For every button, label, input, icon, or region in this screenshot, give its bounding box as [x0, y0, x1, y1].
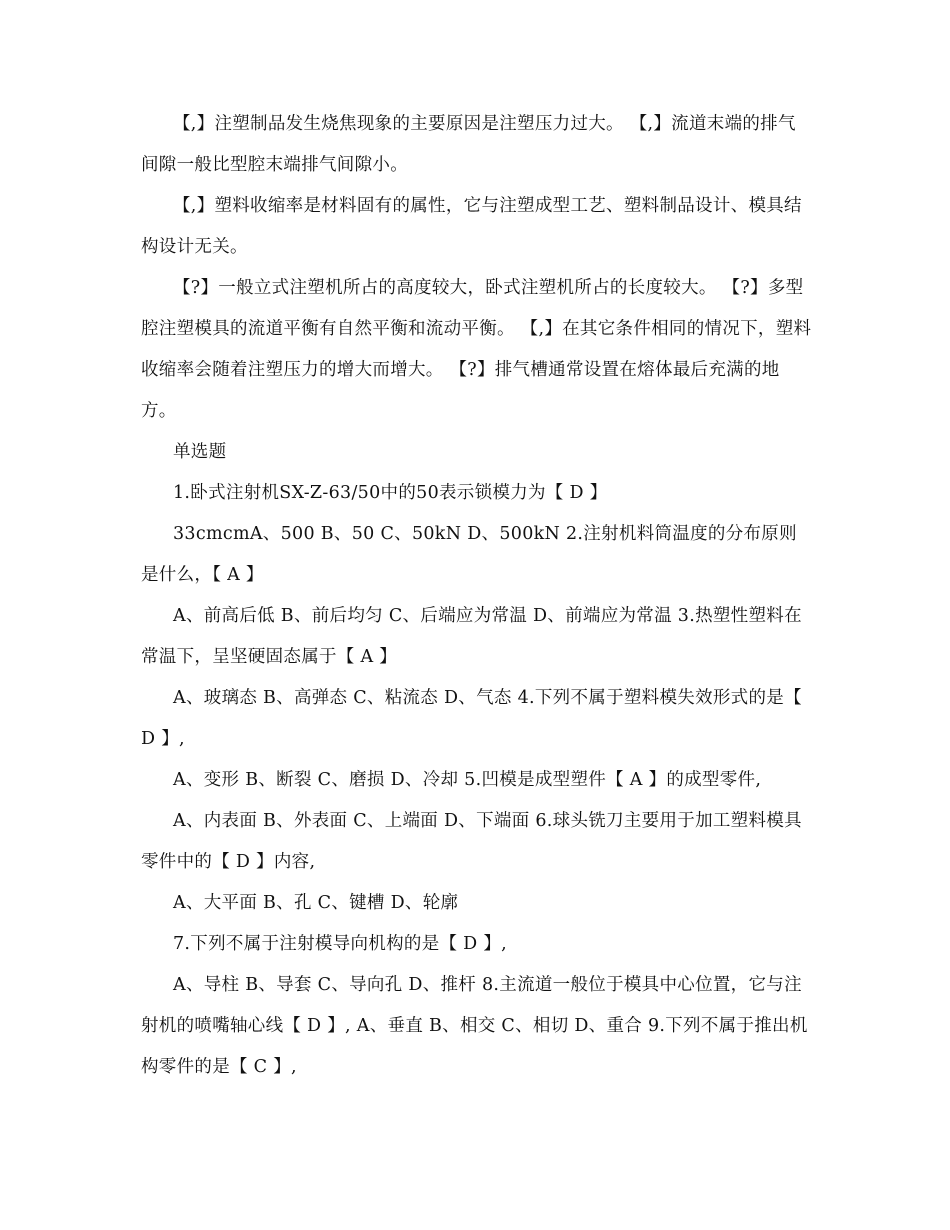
question-7: 7.下列不属于注射模导向机构的是【 D 】, [173, 934, 508, 954]
question-7-options-question-8-9: A、导柱 B、导套 C、导向孔 D、推杆 8.主流道一般位于模具中心位置，它与注射机的喷嘴轴心线【 D 】, A、垂直 B、相交 C、相切 D、重合 9.下列不属于推出机构零件的是【 C 】, [141, 975, 808, 1077]
document-body [141, 104, 813, 1088]
question-1: 1.卧式注射机SX-Z-63/50中的50表示锁模力为【 D 】 [173, 483, 608, 503]
question-6-options: A、大平面 B、孔 C、键槽 D、轮廓 [173, 893, 459, 913]
paragraph-judgment-3: 【?】一般立式注塑机所占的高度较大，卧式注塑机所占的长度较大。 【?】多型腔注塑模具的流道平衡有自然平衡和流动平衡。 【,】在其它条件相同的情况下，塑料收缩率会随着注塑压力的增大而增大。 【?】排气槽通常设置在熔体最后充满的地方。 [141, 278, 812, 421]
question-4-options-question-5: A、变形 B、断裂 C、磨损 D、冷却 5.凹模是成型塑件【 A 】的成型零件, [173, 770, 762, 790]
paragraph-judgment-2: 【,】塑料收缩率是材料固有的属性，它与注塑成型工艺、塑料制品设计、模具结构设计无关。 [141, 196, 802, 257]
question-3-options-question-4: A、玻璃态 B、高弹态 C、粘流态 D、气态 4.下列不属于塑料模失效形式的是【 D 】, [141, 688, 802, 749]
paragraph-judgment-1: 【,】注塑制品发生烧焦现象的主要原因是注塑压力过大。 【,】流道末端的排气间隙一般比型腔末端排气间隙小。 [141, 114, 796, 175]
question-5-options-question-6: A、内表面 B、外表面 C、上端面 D、下端面 6.球头铣刀主要用于加工塑料模具零件中的【 D 】内容, [141, 811, 802, 872]
section-heading-single-choice: 单选题 [173, 442, 227, 462]
question-2-options-question-3: A、前高后低 B、前后均匀 C、后端应为常温 D、前端应为常温 3.热塑性塑料在常温下，呈坚硬固态属于【 A 】 [141, 606, 802, 667]
question-1-options-question-2: 33cmcmA、500 B、50 C、50kN D、500kN 2.注射机料筒温度的分布原则是什么，【 A 】 [141, 524, 797, 585]
